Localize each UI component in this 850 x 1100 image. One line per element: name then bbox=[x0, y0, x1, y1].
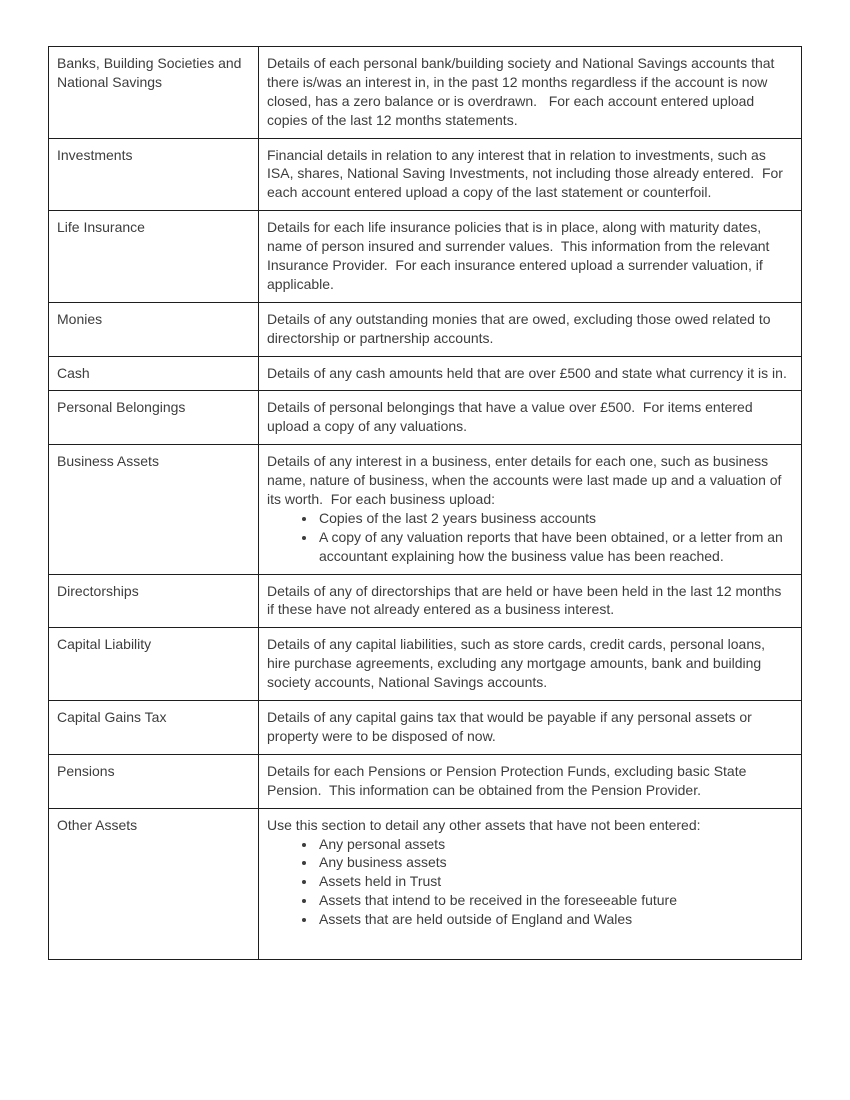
category-cell: Other Assets bbox=[49, 808, 259, 959]
category-cell: Capital Gains Tax bbox=[49, 701, 259, 755]
category-cell: Banks, Building Societies and National Savings bbox=[49, 47, 259, 139]
description-cell bbox=[259, 302, 802, 356]
description-text: Financial details in relation to any interest that in relation to investments, such as ISA, shares, National Saving Investments, not including those already entered. For each account entered upload a copy of the last statement or counterfoil. bbox=[267, 146, 787, 201]
table-row bbox=[49, 701, 802, 755]
assets-table bbox=[48, 46, 802, 960]
table-row bbox=[49, 808, 802, 959]
description-cell bbox=[259, 628, 802, 701]
table-row bbox=[49, 574, 802, 628]
description-text: Details of any cash amounts held that are over £500 and state what currency it is in. bbox=[267, 364, 787, 381]
table-row bbox=[49, 138, 802, 211]
description-cell bbox=[259, 808, 802, 959]
bullet-item: • Assets that intend to be received in the foreseeable future bbox=[317, 891, 791, 910]
category-cell: Pensions bbox=[49, 754, 259, 808]
table-row bbox=[49, 445, 802, 574]
bullet-list bbox=[267, 509, 791, 566]
table-row bbox=[49, 356, 802, 391]
description-cell bbox=[259, 47, 802, 139]
category-cell: Personal Belongings bbox=[49, 391, 259, 445]
bullet-item: • A copy of any valuation reports that have been obtained, or a letter from an accountant explaining how the business value has been reached. bbox=[317, 528, 791, 566]
description-cell bbox=[259, 701, 802, 755]
category-cell: Business Assets bbox=[49, 445, 259, 574]
description-text: Details of any capital gains tax that would be payable if any personal assets or property were to be disposed of now. bbox=[267, 709, 756, 744]
bullet-item: • Any business assets bbox=[317, 853, 791, 872]
bullet-item: • Assets that are held outside of England and Wales bbox=[317, 910, 791, 929]
bullet-list bbox=[267, 835, 791, 929]
table-row bbox=[49, 211, 802, 303]
category-cell: Capital Liability bbox=[49, 628, 259, 701]
description-cell bbox=[259, 574, 802, 628]
description-text: Details of personal belongings that have a value over £500. For items entered upload a copy of any valuations. bbox=[267, 399, 757, 435]
description-cell bbox=[259, 391, 802, 445]
table-row bbox=[49, 302, 802, 356]
bullet-item: • Assets held in Trust bbox=[317, 872, 791, 891]
description-cell bbox=[259, 138, 802, 211]
description-cell bbox=[259, 211, 802, 303]
table-row bbox=[49, 754, 802, 808]
bullet-item: • Copies of the last 2 years business accounts bbox=[317, 509, 791, 528]
description-text: Details of any interest in a business, enter details for each one, such as business name, nature of business, when the accounts were last made up and a valuation of its worth. For each business upload: bbox=[267, 453, 786, 508]
description-text: Use this section to detail any other assets that have not been entered: bbox=[267, 816, 701, 833]
bullet-item: • Any personal assets bbox=[317, 835, 791, 854]
description-text: Details of any capital liabilities, such as store cards, credit cards, personal loans, hire purchase agreements, excluding any mortgage amounts, bank and building society accounts, National Savings accounts. bbox=[267, 636, 769, 691]
table-row bbox=[49, 628, 802, 701]
description-cell bbox=[259, 445, 802, 574]
description-text: Details of any outstanding monies that are owed, excluding those owed related to directorship or partnership accounts. bbox=[267, 310, 775, 346]
category-cell: Monies bbox=[49, 302, 259, 356]
category-cell: Life Insurance bbox=[49, 211, 259, 303]
category-cell: Cash bbox=[49, 356, 259, 391]
assets-table-body bbox=[49, 47, 802, 960]
category-cell: Investments bbox=[49, 138, 259, 211]
table-row bbox=[49, 47, 802, 139]
description-cell bbox=[259, 754, 802, 808]
description-cell bbox=[259, 356, 802, 391]
description-text: Details of any of directorships that are held or have been held in the last 12 months if these have not already entered as a business interest. bbox=[267, 582, 786, 618]
table-row bbox=[49, 391, 802, 445]
description-text: Details of each personal bank/building society and National Savings accounts that there is/was an interest in, in the past 12 months regardless if the account is now closed, has a zero balance or is overdrawn. For each account entered upload copies of the last 12 months statements. bbox=[267, 55, 779, 128]
category-cell: Directorships bbox=[49, 574, 259, 628]
document-page bbox=[48, 46, 802, 960]
description-text: Details for each life insurance policies that is in place, along with maturity dates, name of person insured and surrender values. This information from the relevant Insurance Provider. For each insurance entered upload a surrender valuation, if applicable. bbox=[267, 219, 774, 292]
description-text: Details for each Pensions or Pension Protection Funds, excluding basic State Pension. This information can be obtained from the Pension Provider. bbox=[267, 762, 751, 798]
